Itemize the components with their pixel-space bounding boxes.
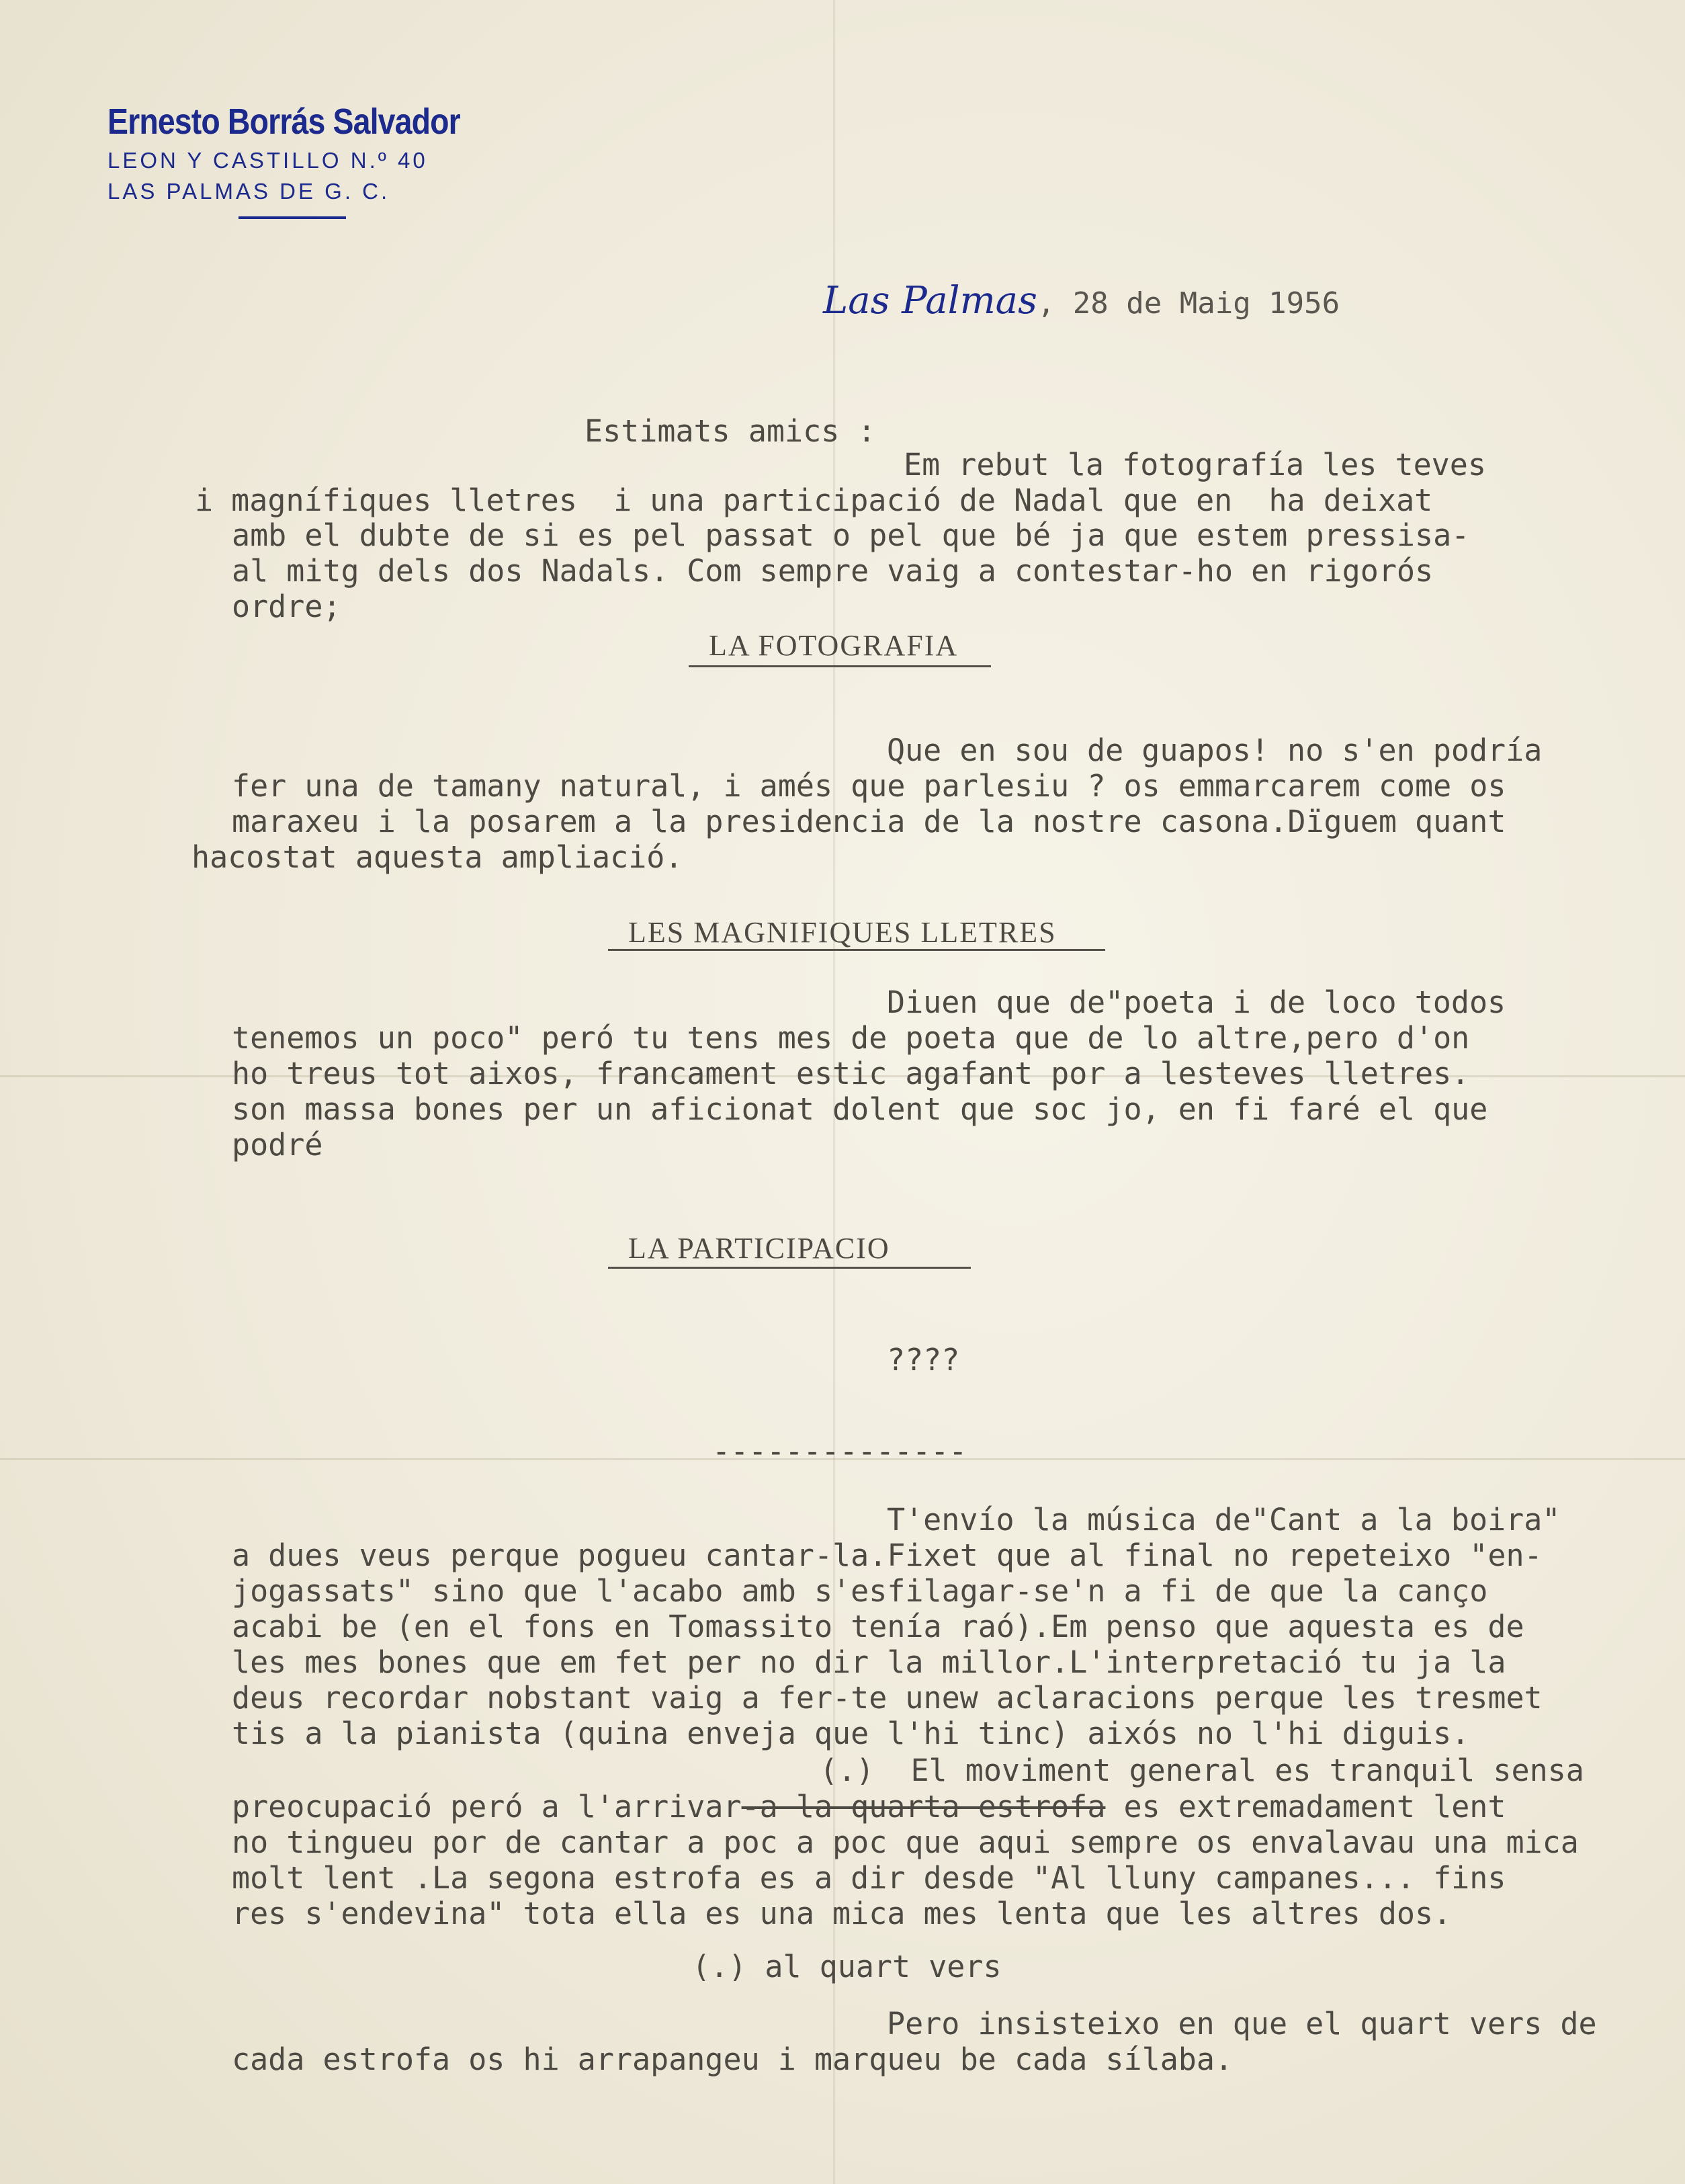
heading-underline [608,949,1105,951]
foto-line: hacostat aquesta ampliació. [191,839,683,875]
closing-line: Pero insisteixo en que el quart vers de [887,2006,1597,2042]
music-line: les mes bones que em fet per no dir la millor.L'interpretació tu ja la [232,1644,1506,1680]
music-line: (.) El moviment general es tranquil sensa [820,1753,1584,1788]
intro-line: i magnífiques lletres i una participació de Nadal que en ha deixat [195,482,1433,518]
music-line: a dues veus perque pogueu cantar-la.Fixet que al final no repeteixo "en- [232,1538,1543,1573]
lletres-line: ho treus tot aixos, francament estic agafant por a lesteves lletres. [232,1056,1470,1091]
intro-line: ordre; [232,589,341,624]
section-divider: -------------- [712,1433,967,1469]
music-line: no tingueu por de cantar a poc a poc que aqui sempre os envalavau una mica [232,1824,1579,1860]
letterhead-name: Ernesto Borrás Salvador [107,101,460,142]
music-line: deus recordar nobstant vaig a fer-te unew aclaracions perque les tresmet [232,1680,1543,1716]
heading-underline [689,665,991,667]
music-line-start: preocupació peró a l'arrivar [232,1789,742,1824]
foto-line: Que en sou de guapos! no s'en podría [887,732,1543,768]
music-line: res s'endevina" tota ella es una mica mes lenta que les altres dos. [232,1896,1452,1931]
heading-participacio: LA PARTICIPACIO [628,1232,890,1265]
closing-line: cada estrofa os hi arrapangeu i marqueu be cada sílaba. [232,2042,1234,2077]
foto-line: maraxeu i la posarem a la presidencia de la nostre casona.Dïguem quant [232,804,1506,839]
dateline-date: , 28 de Maig 1956 [1037,286,1340,321]
intro-line: Em rebut la fotografía les teves [904,447,1486,482]
lletres-line: podré [232,1127,323,1163]
greeting: Estimats amics : [585,413,876,449]
music-line: acabi be (en el fons en Tomassito tenía raó).Em penso que aquesta es de [232,1609,1524,1644]
music-line: tis a la pianista (quina enveja que l'hi tinc) aixós no l'hi diguis. [232,1716,1470,1751]
lletres-line: Diuen que de"poeta i de loco todos [887,984,1506,1020]
foto-line: fer una de tamany natural, i amés que parlesiu ? os emmarcarem come os [232,768,1506,804]
lletres-line: tenemos un poco" peró tu tens mes de poeta que de lo altre,pero d'on [232,1020,1470,1056]
music-line-end: es extremadament lent [1105,1789,1506,1824]
letterhead-address: LEON Y CASTILLO N.º 40 [107,148,428,173]
dateline-place: Las Palmas [823,279,1037,323]
letterhead [107,101,511,219]
music-line [232,1789,1506,1824]
music-line: T'envío la música de"Cant a la boira" [887,1502,1561,1538]
letterhead-city: LAS PALMAS DE G. C. [107,179,390,204]
intro-line: amb el dubte de si es pel passat o pel que bé ja que estem pressisa- [232,517,1470,553]
music-line: jogassats" sino que l'acabo amb s'esfilagar-se'n a fi de que la canço [232,1573,1488,1609]
heading-lletres: LES MAGNIFIQUES LLETRES [628,916,1057,949]
participacio-question: ???? [887,1342,960,1378]
heading-fotografia: LA FOTOGRAFIA [709,629,959,662]
struck-text: -a la quarta estrofa [741,1789,1106,1824]
dateline [823,279,1340,323]
heading-underline [608,1267,971,1269]
music-note: (.) al quart vers [692,1949,1002,1984]
lletres-line: son massa bones per un aficionat dolent que soc jo, en fi faré el que [232,1091,1488,1127]
intro-line: al mitg dels dos Nadals. Com sempre vaig a contestar-ho en rigorós [232,553,1434,589]
letterhead-rule [239,216,346,219]
music-line: molt lent .La segona estrofa es a dir desde "Al lluny campanes... fins [232,1860,1506,1896]
